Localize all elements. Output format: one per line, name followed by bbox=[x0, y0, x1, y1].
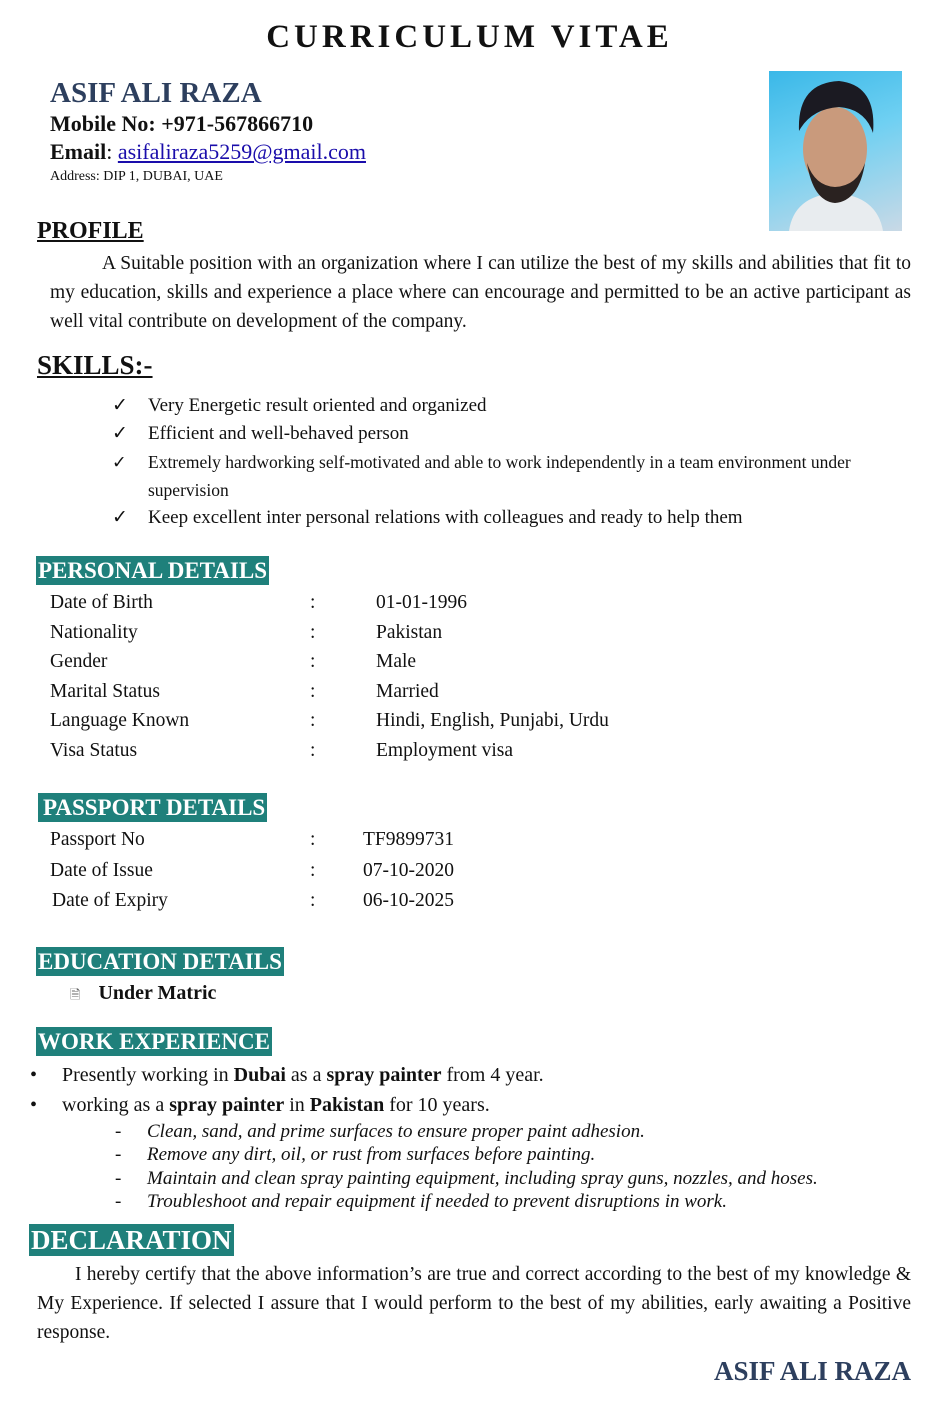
table-row: Nationality : Pakistan bbox=[50, 621, 443, 643]
personal-details-table bbox=[50, 588, 911, 765]
bullet-icon: • bbox=[30, 1093, 38, 1116]
skill-item: ✓ Extremely hardworking self-motivated and able to work independently in a team environment under supervision bbox=[112, 448, 892, 504]
address: Address: DIP 1, DUBAI, UAE bbox=[50, 169, 223, 184]
education-details-heading: EDUCATION DETAILS bbox=[38, 948, 282, 974]
email-separator: : bbox=[106, 139, 118, 164]
profile-heading: PROFILE bbox=[37, 218, 144, 244]
work-experience-heading: WORK EXPERIENCE bbox=[38, 1028, 270, 1054]
table-row: Language Known : Hindi, English, Punjabi, Urdu bbox=[50, 710, 609, 731]
education-details-section bbox=[36, 947, 911, 976]
table-row: Marital Status : Married bbox=[50, 680, 439, 702]
passport-details-section bbox=[38, 793, 911, 822]
task-item: - Remove any dirt, oil, or rust from surfaces before painting. bbox=[115, 1144, 596, 1165]
signature-name: ASIF ALI RAZA bbox=[713, 1355, 911, 1386]
checkmark-icon: ✓ bbox=[112, 395, 128, 416]
education-item: 🗎 Under Matric bbox=[70, 981, 217, 1004]
candidate-name: ASIF ALI RAZA bbox=[50, 77, 262, 109]
email-link[interactable]: asifaliraza5259@gmail.com bbox=[117, 139, 366, 164]
declaration-section bbox=[29, 1224, 911, 1256]
work-item: • working as a spray painter in Pakistan for 10 years. bbox=[30, 1090, 911, 1120]
work-experience-section bbox=[36, 1027, 911, 1056]
checkmark-icon: ✓ bbox=[112, 423, 128, 444]
table-row: Visa Status : Employment visa bbox=[50, 739, 514, 761]
task-list bbox=[115, 1120, 911, 1214]
task-item: - Maintain and clean spray painting equipment, including spray guns, nozzles, and hoses. bbox=[115, 1167, 818, 1189]
table-row: Date of Expiry : 06-10-2025 bbox=[52, 890, 454, 911]
profile-photo bbox=[769, 71, 902, 231]
personal-details-heading: PERSONAL DETAILS bbox=[38, 558, 268, 583]
table-row: Date of Birth : 01-01-1996 bbox=[50, 592, 467, 613]
skill-item: ✓ Keep excellent inter personal relations with colleagues and ready to help them bbox=[112, 504, 892, 532]
declaration-heading: DECLARATION bbox=[31, 1224, 232, 1255]
declaration-text: I hereby certify that the above information’s are true and correct according to the best of my knowledge & My Experience. If selected I assure that I would perform to the best of my abilities, early awaiting a Positive response. bbox=[37, 1263, 911, 1343]
skills-list bbox=[112, 392, 892, 532]
header bbox=[0, 76, 911, 216]
mobile-label: Mobile No: bbox=[50, 111, 162, 136]
skills-heading: SKILLS:- bbox=[37, 350, 153, 380]
work-item: • Presently working in Dubai as a spray painter from 4 year. bbox=[30, 1060, 911, 1090]
table-row: Gender : Male bbox=[50, 651, 417, 672]
skill-item: ✓ Very Energetic result oriented and organized bbox=[112, 392, 892, 420]
email-label: Email bbox=[50, 139, 107, 164]
work-list bbox=[30, 1060, 911, 1120]
profile-text: A Suitable position with an organization where I can utilize the best of my skills and abilities that fit to my education, skills and experience a place where can encourage and permitted to be an active participant as well vital contribute on development of the company. bbox=[50, 253, 911, 332]
mobile-number: +971-567866710 bbox=[161, 111, 314, 136]
document-title: CURRICULUM VITAE bbox=[266, 19, 673, 55]
checkmark-icon: ✓ bbox=[112, 507, 128, 528]
table-row: Passport No : TF9899731 bbox=[50, 829, 455, 850]
task-item: - Troubleshoot and repair equipment if needed to prevent disruptions in work. bbox=[115, 1191, 727, 1212]
task-item: - Clean, sand, and prime surfaces to ensure proper paint adhesion. bbox=[115, 1120, 645, 1142]
passport-details-heading: PASSPORT DETAILS bbox=[38, 793, 267, 822]
passport-details-table bbox=[50, 825, 911, 917]
bullet-icon: • bbox=[30, 1063, 38, 1086]
personal-details-section bbox=[36, 556, 911, 585]
table-row: Date of Issue : 07-10-2020 bbox=[50, 859, 454, 881]
skill-item: ✓ Efficient and well-behaved person bbox=[112, 420, 892, 448]
document-icon: 🗎 bbox=[70, 986, 81, 1002]
checkmark-icon: ✓ bbox=[112, 452, 127, 472]
